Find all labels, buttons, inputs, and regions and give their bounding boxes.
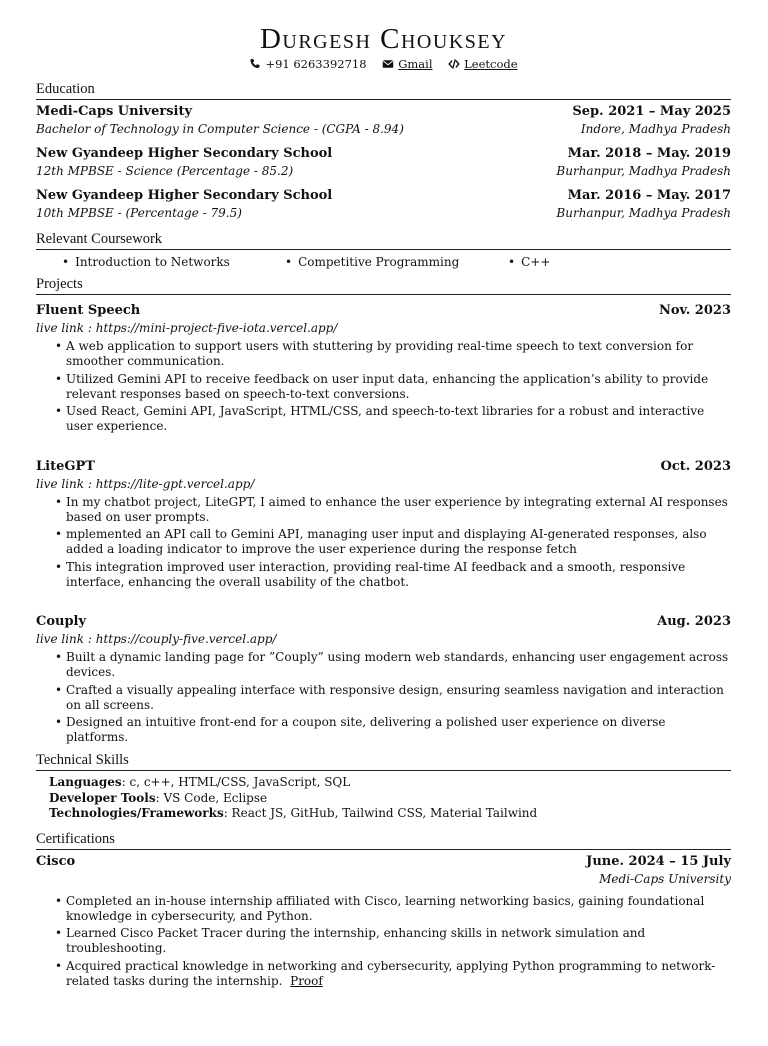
- project-bullets: [36, 339, 731, 434]
- course-item: • Competitive Programming: [285, 254, 508, 271]
- project-entry: [36, 613, 731, 745]
- section-title-projects: Projects: [36, 275, 731, 295]
- contact-bar: [36, 56, 731, 74]
- project-bullets: [36, 495, 731, 590]
- certification-org: Medi-Caps University: [599, 871, 731, 886]
- coursework-list: [36, 254, 731, 271]
- project-live-link[interactable]: live link : https://lite-gpt.vercel.app/: [36, 476, 255, 491]
- phone-icon: [249, 58, 261, 70]
- education-entry: [36, 187, 731, 222]
- gmail-link[interactable]: Gmail: [398, 57, 433, 71]
- bullet-item: • Utilized Gemini API to receive feedback on user input data, enhancing the application’s ability to provide relevant responses based on speech-to-text conversions.: [66, 372, 731, 402]
- skills-value: : c, c++, HTML/CSS, JavaScript, SQL: [121, 775, 351, 789]
- project-entry: [36, 458, 731, 590]
- education-dates: Mar. 2018 – May. 2019: [567, 146, 731, 161]
- certification-entry: [36, 853, 731, 989]
- skills-label: Developer Tools: [49, 790, 156, 805]
- education-entry: [36, 145, 731, 180]
- phone-item: [249, 56, 366, 72]
- bullet-item: • Crafted a visually appealing interface with responsive design, ensuring seamless navigation and interaction on all screens.: [66, 683, 731, 713]
- skills-value: : React JS, GitHub, Tailwind CSS, Material Tailwind: [223, 806, 538, 820]
- project-live-link[interactable]: live link : https://couply-five.vercel.app/: [36, 632, 277, 646]
- skills-list: [36, 775, 731, 822]
- education-entry: [36, 103, 731, 138]
- phone-number: +91 6263392718: [265, 57, 367, 71]
- project-name: LiteGPT: [36, 458, 95, 474]
- school-name: New Gyandeep Higher Secondary School: [36, 146, 333, 161]
- project-date: Oct. 2023: [660, 458, 731, 474]
- education-location: Burhanpur, Madhya Pradesh: [556, 164, 731, 178]
- leetcode-item[interactable]: [448, 56, 517, 72]
- bullet-item: • Used React, Gemini API, JavaScript, HTML/CSS, and speech-to-text libraries for a robust and interactive user experience.: [66, 404, 731, 434]
- skills-label: Technologies/Frameworks: [49, 806, 224, 820]
- resume-page: [0, 22, 768, 1046]
- bullet-item: • Learned Cisco Packet Tracer during the internship, enhancing skills in network simulation and troubleshooting.: [66, 926, 731, 956]
- school-name: New Gyandeep Higher Secondary School: [36, 188, 333, 203]
- section-title-skills: Technical Skills: [36, 751, 731, 771]
- skills-value: : VS Code, Eclipse: [155, 790, 268, 805]
- project-date: Nov. 2023: [658, 303, 731, 318]
- skills-line: [49, 806, 731, 822]
- degree: Bachelor of Technology in Computer Science - (CGPA - 8.94): [36, 122, 404, 136]
- proof-link[interactable]: Proof: [290, 973, 323, 988]
- bullet-item: [66, 959, 731, 989]
- education-dates: Sep. 2021 – May 2025: [572, 104, 731, 119]
- education-location: Burhanpur, Madhya Pradesh: [556, 206, 731, 220]
- candidate-name: Durgesh Chouksey: [259, 23, 508, 55]
- course-item: • Introduction to Networks: [62, 254, 285, 271]
- certification-dates: June. 2024 – 15 July: [586, 853, 731, 869]
- bullet-text: Acquired practical knowledge in networking and cybersecurity, applying Python programming to network-related tasks during the internship.: [66, 958, 716, 988]
- bullet-item: • In my chatbot project, LiteGPT, I aimed to enhance the user experience by integrating external AI responses based on user prompts.: [66, 495, 731, 525]
- education-location: Indore, Madhya Pradesh: [580, 122, 731, 136]
- degree: 10th MPBSE - (Percentage - 79.5): [36, 206, 242, 220]
- bullet-item: • Completed an in-house internship affiliated with Cisco, learning networking basics, gaining foundational knowledge in cybersecurity, and Python.: [66, 894, 731, 924]
- project-live-link[interactable]: live link : https://mini-project-five-iota.vercel.app/: [36, 321, 338, 335]
- bullet-item: • A web application to support users with stuttering by providing real-time speech to text conversion for smoother communication.: [66, 339, 731, 369]
- section-title-certifications: Certifications: [36, 830, 731, 850]
- project-name: Couply: [36, 614, 87, 629]
- skills-line: [49, 775, 731, 791]
- bullet-item: • Built a dynamic landing page for ”Couply” using modern web standards, enhancing user engagement across devices.: [66, 650, 731, 680]
- school-name: Medi-Caps University: [36, 104, 193, 119]
- section-title-coursework: Relevant Coursework: [36, 230, 731, 250]
- project-entry: [36, 302, 731, 434]
- education-dates: Mar. 2016 – May. 2017: [567, 188, 731, 203]
- project-name: Fluent Speech: [36, 303, 141, 318]
- degree: 12th MPBSE - Science (Percentage - 85.2): [36, 164, 294, 178]
- certification-name: Cisco: [36, 853, 76, 869]
- bullet-item: • mplemented an API call to Gemini API, managing user input and displaying AI-generated responses, also added a loading indicator to improve the user experience during the response fetch: [66, 527, 731, 557]
- gmail-item[interactable]: [382, 56, 432, 72]
- envelope-icon: [382, 58, 394, 70]
- project-bullets: [36, 650, 731, 745]
- project-date: Aug. 2023: [657, 614, 731, 629]
- code-icon: [448, 58, 460, 70]
- bullet-item: • Designed an intuitive front-end for a coupon site, delivering a polished user experience on diverse platforms.: [66, 715, 731, 745]
- skills-line: [49, 791, 731, 807]
- leetcode-link[interactable]: Leetcode: [464, 57, 518, 71]
- skills-label: Languages: [49, 775, 122, 789]
- section-title-education: Education: [36, 80, 731, 100]
- course-item: • C++: [508, 254, 731, 271]
- bullet-item: • This integration improved user interaction, providing real-time AI feedback and a smooth, responsive interface, enhancing the overall usability of the chatbot.: [66, 560, 731, 590]
- certification-bullets: [36, 894, 731, 989]
